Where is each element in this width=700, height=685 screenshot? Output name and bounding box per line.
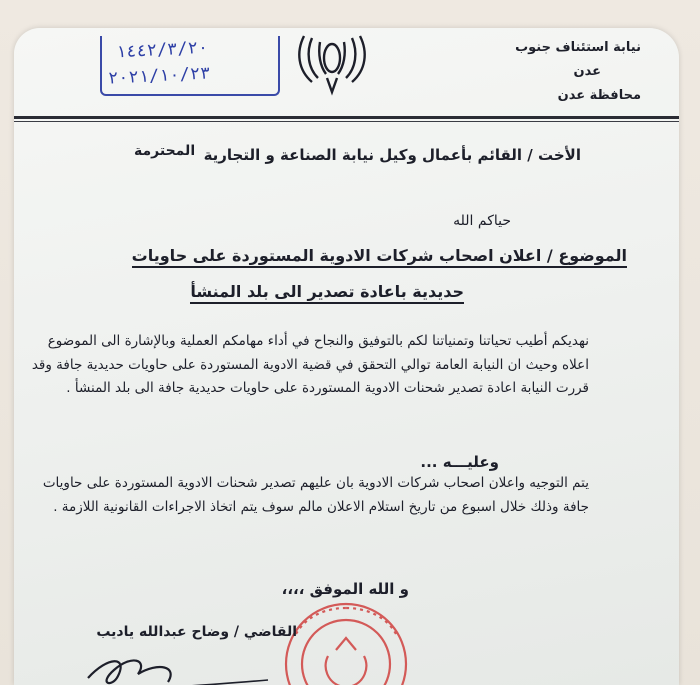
subject-line-2: حديدية باعادة تصدير الى بلد المنشأ — [190, 282, 464, 304]
closing: و الله الموفق ،،،، — [281, 580, 409, 598]
handwritten-signature — [78, 626, 278, 685]
eagle-emblem-icon — [282, 28, 382, 98]
body-paragraph-2: يتم التوجيه واعلان اصحاب شركات الادوية بان عليهم تصدير شحنات الادوية المستوردة على حاويات جافة وذلك خلال اسبوع من تاريخ استلام الاعلان مالم سوف يتم اتخاذ الاجراءات القانونية اللازمة . — [42, 475, 589, 515]
official-seal-icon — [276, 594, 416, 685]
header-line-2: عدن — [573, 64, 601, 79]
addressee: الأخت / القائم بأعمال وكيل نيابة الصناعة و التجارية — [203, 146, 581, 164]
body-paragraph-1: نهديكم أطيب تحياتنا وتمنياتنا لكم بالتوفيق والنجاح في أداء مهامكم العملية وبالإشارة الى الموضوع اعلاه وحيث ان النيابة العامة توالي التحقق في قضية الادوية المستوردة على حاويات حديدية جافة وقد قررت النيابة اعادة تصدير شحنات الادوية المستوردة على حاويات حديدية جافة الى بلد المنشأ . — [31, 333, 589, 396]
respect-title: المحترمة — [134, 143, 196, 159]
subject-line-1: الموضوع / اعلان اصحاب شركات الادوية المستوردة على حاويات — [132, 246, 627, 268]
header-line-1: نيابة استئناف جنوب — [515, 40, 641, 55]
header-rule — [14, 116, 679, 119]
header-authority — [441, 36, 641, 108]
header-rule-thin — [14, 121, 679, 122]
letter-document — [14, 28, 679, 685]
stamp-date-hijri: ١٤٤٢/٣/٢٠ — [115, 37, 209, 63]
incoming-stamp — [100, 36, 280, 96]
greeting: حياكم الله — [453, 213, 511, 229]
stamp-date-gregorian: ٢٠٢١/١٠/٢٣ — [107, 63, 211, 89]
header-line-3: محافظة عدن — [557, 88, 641, 103]
and-thereupon: وعليـــه ... — [420, 453, 499, 471]
signer-name: القاضي / وضاح عبدالله ياديب — [96, 624, 297, 640]
